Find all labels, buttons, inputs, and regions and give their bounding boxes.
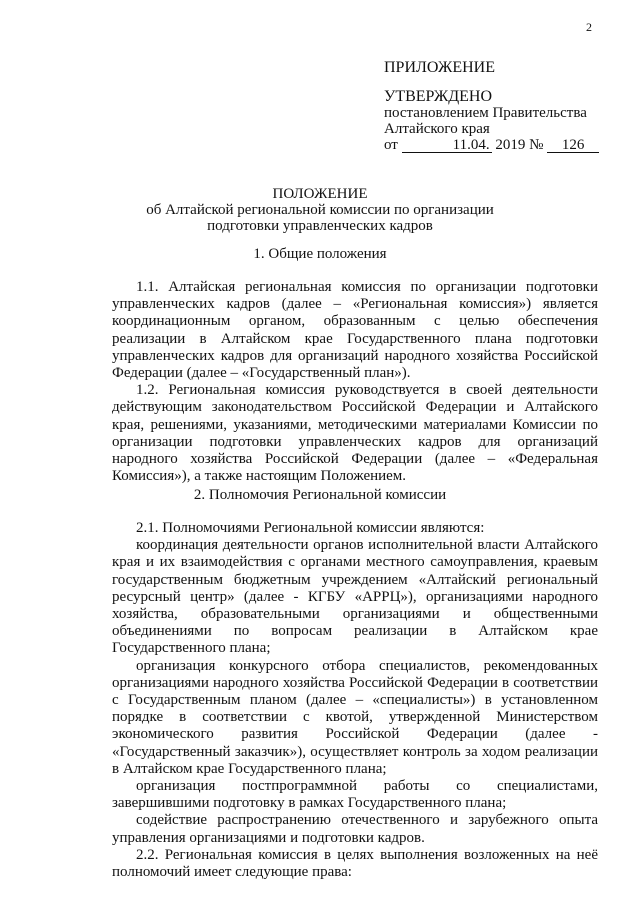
paragraph-2-2: 2.2. Региональная комиссия в целях выполнения возложенных на неё полномочий имеет следующие права: bbox=[112, 846, 598, 881]
approval-stamp-block bbox=[384, 60, 624, 153]
decree-date: 11.04. bbox=[402, 138, 492, 153]
decree-line-2: Алтайского края bbox=[384, 121, 490, 137]
decree-year: 2019 № bbox=[495, 137, 544, 153]
document-title bbox=[0, 186, 640, 234]
appendix-label: ПРИЛОЖЕНИЕ bbox=[384, 59, 496, 76]
approved-label: УТВЕРЖДЕНО bbox=[384, 88, 493, 105]
decree-line-1: постановлением Правительства bbox=[384, 105, 587, 121]
paragraph-2-1: 2.1. Полномочиями Региональной комиссии являются: bbox=[136, 520, 485, 536]
paragraph-1-2: 1.2. Региональная комиссия руководствуется в своей деятельности действующим законодательством Российской Федерации и Алтайского края, решениями, указаниями, методическими материалами Комиссии по организации подготовки управленческих кадров для организаций народного хозяйства Российской Федерации (далее – «Федеральная Комиссия»), а также настоящим Положением. bbox=[112, 382, 598, 485]
title-line-3: подготовки управленческих кадров bbox=[207, 218, 433, 234]
title-line-2: об Алтайской региональной комиссии по организации bbox=[146, 202, 494, 218]
title-line-1: ПОЛОЖЕНИЕ bbox=[272, 186, 368, 202]
paragraph-2-postprogram: организация постпрограммной работы со специалистами, завершившими подготовку в рамках Государственного плана; bbox=[112, 778, 598, 812]
section-1-body bbox=[112, 279, 598, 485]
from-label: от bbox=[384, 137, 398, 153]
decree-date-number-line bbox=[384, 137, 624, 153]
paragraph-2-experience: содействие распространению отечественного и зарубежного опыта управления организациями и подготовки кадров. bbox=[112, 812, 598, 846]
section-heading-1: 1. Общие положения bbox=[253, 246, 387, 262]
decree-number: 126 bbox=[547, 138, 599, 153]
paragraph-2-competition: организация конкурсного отбора специалистов, рекомендованных организациями народного хозяйства Российской Федерации в соответствии с Государственным планом (далее – «специалисты») в установленном порядке в соответствии с квотой, утвержденной Министерством экономического развития Российской Федерации (далее - «Государственный заказчик»), осуществляет контроль за ходом реализации в Алтайском крае Государственного плана; bbox=[112, 657, 598, 777]
paragraph-1-1: 1.1. Алтайская региональная комиссия по организации подготовки управленческих кадров (далее – «Региональная комиссия») является координационным органом, образованным с целью обеспечения реализации в Алтайском крае Государственного плана подготовки управленческих кадров для организаций народного хозяйства Российской Федерации (далее – «Государственный план»). bbox=[112, 279, 598, 382]
section-heading-2: 2. Полномочия Региональной комиссии bbox=[193, 487, 447, 503]
page-number: 2 bbox=[586, 20, 592, 34]
section-2-body bbox=[112, 520, 598, 881]
paragraph-2-coordination: координация деятельности органов исполнительной власти Алтайского края и их взаимодействия с органами местного самоуправления, краевым государственным бюджетным учреждением «Алтайский региональный ресурсный центр» (далее - КГБУ «АРРЦ»), организациями народного хозяйства, образовательными организациями и общественными объединениями по вопросам реализации в Алтайском крае Государственного плана; bbox=[112, 537, 598, 657]
